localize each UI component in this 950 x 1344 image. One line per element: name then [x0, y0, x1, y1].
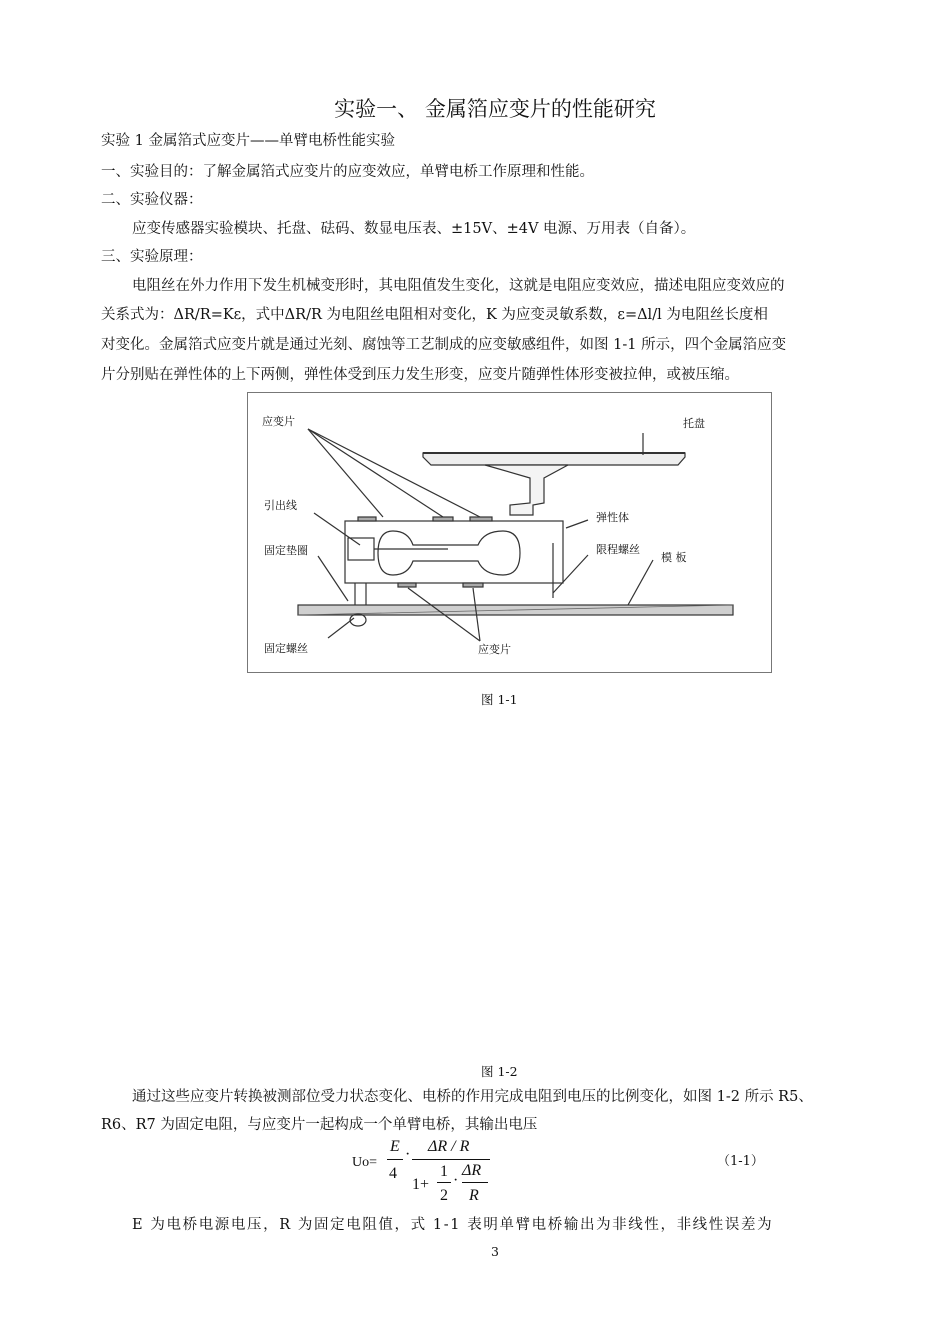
formula-dR: ΔR — [462, 1162, 482, 1179]
principle-line: 电阻丝在外力作用下发生机械变形时，其电阻值发生变化，这就是电阻应变效应，描述电阻应变效应的 — [132, 278, 785, 294]
section-purpose: 一、实验目的：了解金属箔式应变片的应变效应，单臂电桥工作原理和性能。 — [101, 164, 594, 180]
formula-one-plus: 1+ — [412, 1176, 430, 1193]
formula-R: R — [469, 1187, 479, 1204]
dR-fraction-bar — [462, 1182, 488, 1183]
fraction-bar — [387, 1159, 403, 1160]
last-line: E 为电桥电源电压，R 为固定电阻值，式 1-1 表明单臂电桥输出为非线性，非线性误差为 — [132, 1217, 774, 1233]
label-template: 模 板 — [661, 551, 687, 564]
section-principle-heading: 三、实验原理： — [101, 249, 203, 265]
label-strain-gauge-top: 应变片 — [262, 415, 295, 428]
body-line: R6、R7 为固定电阻，与应变片一起构成一个单臂电桥，其输出电压 — [101, 1117, 538, 1133]
label-limit-screw: 限程螺丝 — [596, 543, 640, 556]
formula-dot: · — [405, 1146, 411, 1163]
formula-dot-2: · — [453, 1172, 459, 1189]
formula-four: 4 — [389, 1165, 397, 1182]
page-number: 3 — [491, 1244, 499, 1259]
main-fraction-bar — [412, 1159, 490, 1160]
label-fixing-washer: 固定垫圈 — [264, 544, 308, 557]
experiment-subtitle: 实验 1 金属箔式应变片——单臂电桥性能实验 — [101, 133, 395, 149]
label-lead-wire: 引出线 — [264, 499, 297, 512]
label-fixing-screw: 固定螺丝 — [264, 642, 308, 655]
formula-half-den: 2 — [440, 1187, 448, 1204]
sensor-diagram — [248, 393, 773, 674]
page-title: 实验一、 金属箔应变片的性能研究 — [334, 97, 656, 121]
formula-half-num: 1 — [440, 1163, 448, 1180]
formula-numerator: ΔR / R — [428, 1138, 470, 1155]
principle-line: 片分别贴在弹性体的上下两侧，弹性体受到压力发生形变，应变片随弹性体形变被拉伸，或被压缩。 — [101, 367, 739, 383]
formula-number: （1-1） — [717, 1154, 764, 1169]
principle-line: 关系式为：ΔR/R=Kε，式中ΔR/R 为电阻丝电阻相对变化，K 为应变灵敏系数，ε=Δl/l 为电阻丝长度相 — [101, 307, 768, 323]
figure-strain-sensor — [247, 392, 772, 673]
label-strain-gauge-bottom: 应变片 — [478, 643, 511, 656]
formula-lhs: Uo= — [352, 1155, 378, 1170]
body-line: 通过这些应变片转换被测部位受力状态变化、电桥的作用完成电阻到电压的比例变化，如图 1-2 所示 R5、 — [132, 1089, 813, 1105]
half-fraction-bar — [437, 1182, 451, 1183]
label-tray: 托盘 — [683, 417, 705, 430]
figure2-caption: 图 1-2 — [481, 1064, 518, 1079]
formula-E: E — [390, 1138, 400, 1155]
figure1-caption: 图 1-1 — [481, 692, 518, 707]
principle-line: 对变化。金属箔式应变片就是通过光刻、腐蚀等工艺制成的应变敏感组件，如图 1-1 所示，四个金属箔应变 — [101, 337, 787, 353]
section-instruments-heading: 二、实验仪器： — [101, 192, 203, 208]
label-elastic-body: 弹性体 — [596, 511, 629, 524]
section-instruments: 应变传感器实验模块、托盘、砝码、数显电压表、±15V、±4V 电源、万用表（自备）。 — [132, 221, 696, 237]
